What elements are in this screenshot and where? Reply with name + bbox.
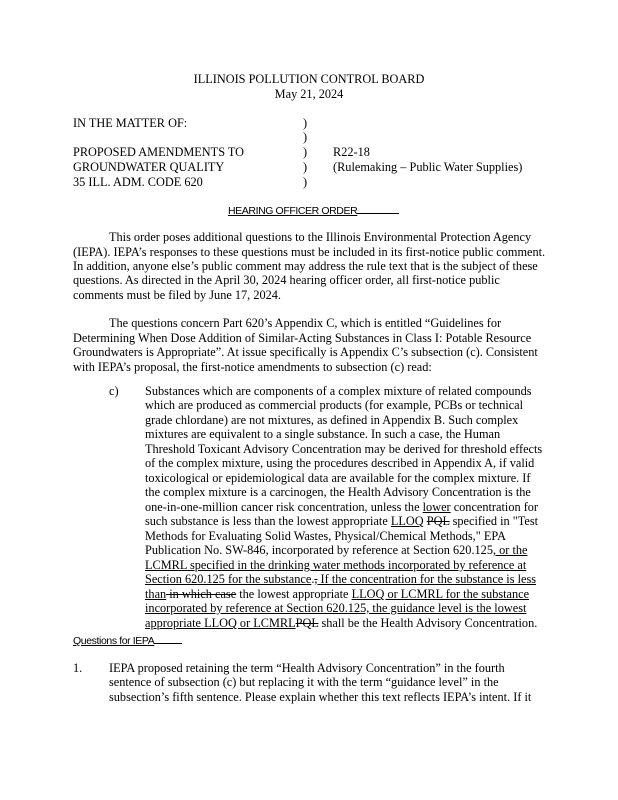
quote-line: Threshold Toxicant Advisory Concentration may be derived for threshold effects (145, 442, 543, 456)
p1-line: comments must be filed by June 17, 2024. (73, 288, 281, 302)
deleted-text: PQL (295, 616, 319, 630)
quote-line: the complex mixture is a carcinogen, the Health Advisory Concentration is the (145, 485, 531, 499)
inserted-text: than (145, 587, 167, 601)
quote-line (145, 514, 538, 529)
quote-text: Publication No. SW-846, incorporated by reference at Section 620.125 (145, 543, 493, 557)
caption-paren: ) (303, 160, 308, 174)
inserted-text: LLOQ (390, 514, 424, 528)
caption-paren: ) (303, 175, 308, 189)
order-title (228, 203, 399, 219)
inserted-text: LCMRL specified in the drinking water methods incorporated by reference at (145, 558, 527, 572)
question-line: subsection’s fifth sentence. Please explain whether this text reflects IEPA’s intent. If it (109, 690, 532, 704)
quote-line (145, 572, 536, 587)
quote-line (145, 543, 527, 558)
deleted-text: in which case (166, 587, 237, 601)
inserted-text: Section 620.125 for the substance (145, 572, 312, 586)
deleted-text: PQL (426, 514, 450, 528)
caption-paren: ) (303, 116, 308, 130)
inserted-text: LLOQ or LCMRL for the substance (351, 587, 530, 601)
p2-line: with IEPA’s proposal, the first-notice amendments to subsection (c) read: (73, 360, 432, 374)
case-type: (Rulemaking – Public Water Supplies) (333, 160, 523, 174)
quote-line: grade chlordane) are not mixtures, as defined in Appendix B. Such complex (145, 413, 519, 427)
title-underline (357, 212, 399, 214)
questions-heading-text: Questions for IEPA (73, 635, 155, 647)
question-line: sentence of subsection (c) but replacing it with the term “guidance level” in the (109, 675, 499, 689)
quote-text: the lowest appropriate (236, 587, 352, 601)
subsection-label: c) (109, 384, 119, 398)
quote-line: Substances which are components of a complex mixture of related compounds (145, 384, 532, 398)
order-title-text: HEARING OFFICER ORDER (228, 205, 358, 217)
quote-line (145, 500, 538, 515)
quote-text: . (311, 572, 315, 586)
quote-text: one-in-one-million cancer risk concentration, unless the (145, 500, 423, 514)
caption-proposed: PROPOSED AMENDMENTS TO (73, 145, 245, 159)
quote-line (145, 601, 526, 616)
quote-line (145, 558, 526, 573)
p1-line: This order poses additional questions to the Illinois Environmental Protection Agency (109, 230, 532, 244)
caption-paren: ) (303, 130, 308, 144)
quote-line: Methods for Evaluating Solid Wastes, Physical/Chemical Methods," EPA (145, 529, 506, 543)
inserted-text: lower (422, 500, 451, 514)
p1-line: (IEPA). IEPA’s responses to these questions must be included in its first-notice public comment. (73, 245, 546, 259)
caption-groundwater: GROUNDWATER QUALITY (73, 160, 225, 174)
p2-line: Determining When Dose Addition of Similar-Acting Substances in Class I: Potable Resource (73, 331, 532, 345)
board-name: ILLINOIS POLLUTION CONTROL BOARD (193, 72, 425, 86)
p2-line: Groundwaters is Appropriate”. At issue specifically is Appendix C’s subsection (c). Consistent (73, 345, 538, 359)
quote-line: mixtures are equivalent to a single substance. In such a case, the Human (145, 427, 501, 441)
quote-text: specified in "Test (449, 514, 539, 528)
deleted-text: , (314, 572, 318, 586)
caption-code: 35 ILL. ADM. CODE 620 (73, 175, 203, 189)
inserted-text: If the concentration for the substance is less (317, 572, 537, 586)
quote-text: shall be the Health Advisory Concentration. (318, 616, 538, 630)
questions-heading (73, 633, 182, 649)
quote-line (145, 587, 529, 602)
quote-line (145, 616, 537, 631)
caption-paren: ) (303, 145, 308, 159)
quote-text: concentration for (450, 500, 539, 514)
quote-line: of the complex mixture, using the procedures described in Appendix A, if valid (145, 456, 535, 470)
case-number: R22-18 (333, 145, 370, 159)
p2-line: The questions concern Part 620’s Appendix C, which is entitled “Guidelines for (109, 316, 502, 330)
order-date: May 21, 2024 (274, 87, 344, 101)
p1-line: In addition, anyone else’s public comment may address the rule text that is the subject of these (73, 259, 538, 273)
p1-line: questions. As directed in the April 30, 2024 hearing officer order, all first-notice public (73, 273, 500, 287)
question-number: 1. (73, 661, 83, 675)
inserted-text: appropriate LLOQ or LCMRL (145, 616, 296, 630)
question-line: IEPA proposed retaining the term “Health Advisory Concentration” in the fourth (109, 661, 505, 675)
quote-line: which are produced as commercial products (for example, PCBs or technical (145, 398, 523, 412)
heading-underline (154, 642, 182, 644)
quote-text: such substance is less than the lowest appropriate (145, 514, 391, 528)
inserted-text: incorporated by reference at Section 620.125, the guidance level is the lowest (145, 601, 527, 615)
quote-line: toxicological or epidemiological data are available for the complex mixture. If (145, 471, 531, 485)
caption-matter: IN THE MATTER OF: (73, 116, 188, 130)
inserted-text: , or the (492, 543, 528, 557)
